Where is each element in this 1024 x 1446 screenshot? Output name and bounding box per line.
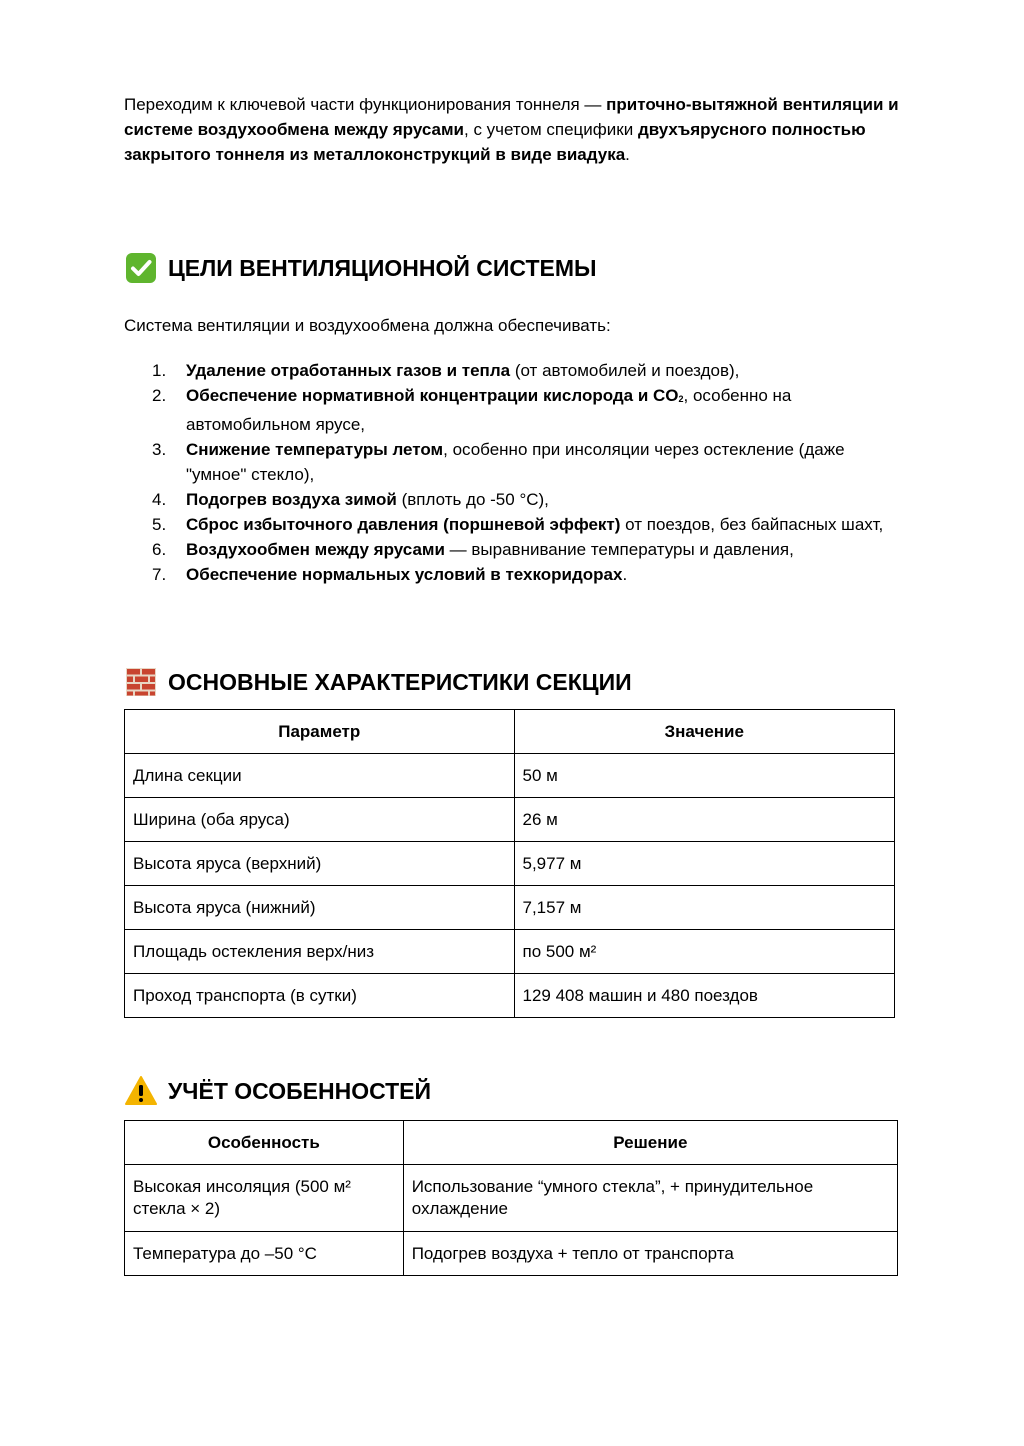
intro-bold-2: двухъярусного полностью закрытого тоннеля из металлоконструкций в виде виадука — [124, 120, 866, 164]
intro-bold-1: приточно-вытяжной вентиляции и системе воздухообмена между ярусами — [124, 95, 899, 139]
table-row — [125, 754, 895, 798]
chars-title: ОСНОВНЫЕ ХАРАКТЕРИСТИКИ СЕКЦИИ — [168, 669, 632, 695]
table-cell: Ширина (оба яруса) — [125, 798, 515, 842]
list-item — [124, 487, 904, 512]
table-row — [125, 798, 895, 842]
list-number: 2. — [152, 386, 167, 405]
check-mark-icon — [124, 251, 158, 285]
intro-paragraph — [124, 92, 904, 167]
table-cell: 7,157 м — [514, 886, 895, 930]
list-item — [124, 562, 904, 587]
list-item-text: — выравнивание температуры и давления, — [444, 540, 794, 559]
table-row — [125, 1165, 898, 1232]
table-row — [125, 1232, 898, 1276]
characteristics-table — [124, 709, 895, 1018]
table-row — [125, 974, 895, 1018]
list-item-text: (от автомобилей и поездов), — [510, 361, 740, 380]
list-number: 6. — [152, 540, 167, 559]
column-header-feature: Особенность — [125, 1121, 404, 1165]
list-item-bold: Удаление отработанных газов и тепла — [186, 361, 511, 380]
table-cell: Площадь остекления верх/низ — [125, 930, 515, 974]
column-header-value: Значение — [514, 710, 895, 754]
list-item — [124, 537, 904, 562]
list-item-bold — [186, 386, 684, 405]
list-number: 3. — [152, 440, 167, 459]
table-cell: Длина секции — [125, 754, 515, 798]
list-item-text: (вплоть до -50 °C), — [396, 490, 549, 509]
table-row — [125, 842, 895, 886]
table-cell: 26 м — [514, 798, 895, 842]
intro-text-1: Переходим к ключевой части функционирования тоннеля — — [124, 95, 607, 114]
table-cell: Температура до –50 °C — [125, 1232, 404, 1276]
table-cell: Проход транспорта (в сутки) — [125, 974, 515, 1018]
list-number: 1. — [152, 361, 167, 380]
list-item-bold: Подогрев воздуха зимой — [186, 490, 397, 509]
features-heading — [124, 1074, 904, 1108]
list-item-text: , особенно при инсоляции через остекление (даже "умное" стекло), — [186, 440, 845, 484]
intro-text-2: , с учетом специфики — [464, 120, 638, 139]
chars-heading — [124, 665, 904, 699]
table-cell: по 500 м² — [514, 930, 895, 974]
table-cell: Использование “умного стекла”, + принудительное охлаждение — [403, 1165, 897, 1232]
subscript: 2 — [678, 394, 684, 404]
table-cell: 129 408 машин и 480 поездов — [514, 974, 895, 1018]
list-number: 4. — [152, 490, 167, 509]
table-cell: Подогрев воздуха + тепло от транспорта — [403, 1232, 897, 1276]
goals-list — [124, 358, 904, 587]
table-cell: Высота яруса (верхний) — [125, 842, 515, 886]
list-item — [124, 383, 904, 437]
table-cell: 50 м — [514, 754, 895, 798]
column-header-parameter: Параметр — [125, 710, 515, 754]
table-cell: Высокая инсоляция (500 м² стекла × 2) — [125, 1165, 404, 1232]
list-item-bold: Обеспечение нормальных условий в техкоридорах — [186, 565, 623, 584]
list-item-bold: Воздухообмен между ярусами — [186, 540, 445, 559]
list-item-bold: Сброс избыточного давления (поршневой эффект) — [186, 515, 621, 534]
list-item-text: . — [622, 565, 628, 584]
table-header-row — [125, 1121, 898, 1165]
list-number: 5. — [152, 515, 167, 534]
list-item — [124, 512, 904, 537]
list-item-text: от поездов, без байпасных шахт, — [620, 515, 884, 534]
list-item — [124, 437, 904, 487]
document-page — [124, 92, 904, 1276]
goals-heading — [124, 251, 904, 285]
table-row — [125, 930, 895, 974]
intro-text-3: . — [625, 145, 630, 164]
features-title: УЧЁТ ОСОБЕННОСТЕЙ — [168, 1078, 432, 1104]
list-item-text: , особенно на автомобильном ярусе, — [186, 386, 792, 434]
features-table — [124, 1120, 898, 1276]
table-cell: Высота яруса (нижний) — [125, 886, 515, 930]
warning-icon — [124, 1074, 158, 1108]
table-header-row — [125, 710, 895, 754]
list-item-bold: Снижение температуры летом — [186, 440, 444, 459]
brick-icon — [124, 665, 158, 699]
column-header-solution: Решение — [403, 1121, 897, 1165]
list-number: 7. — [152, 565, 167, 584]
list-item — [124, 358, 904, 383]
table-row — [125, 886, 895, 930]
table-cell: 5,977 м — [514, 842, 895, 886]
goals-lead: Система вентиляции и воздухообмена должна обеспечивать: — [124, 316, 611, 335]
list-item-bold-text: Обеспечение нормативной концентрации кислорода и CO — [186, 386, 679, 405]
goals-title: ЦЕЛИ ВЕНТИЛЯЦИОННОЙ СИСТЕМЫ — [168, 255, 597, 281]
